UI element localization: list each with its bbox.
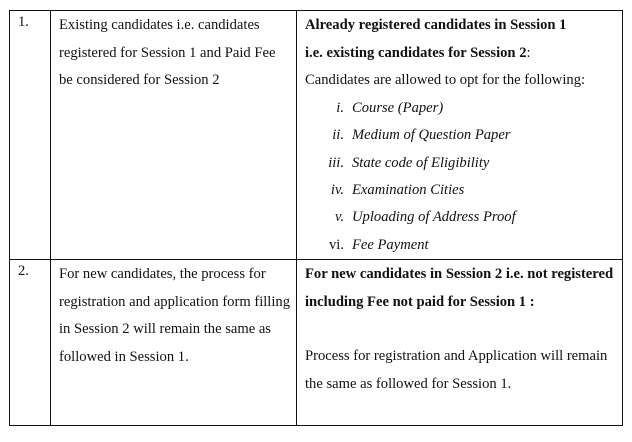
- list-item: [305, 204, 616, 231]
- list-item: [305, 232, 616, 259]
- list-label: Uploading of Address Proof: [352, 209, 516, 226]
- table-row: [10, 260, 623, 426]
- new-candidates-heading: For new candidates in Session 2 i.e. not registered including Fee not paid for Session 1 :: [305, 266, 614, 310]
- row-number: 2.: [10, 260, 51, 426]
- subheading-text: i.e. existing candidates for Session 2: [305, 44, 527, 61]
- list-numeral: ii.: [332, 127, 344, 144]
- list-label: State code of Eligibility: [352, 154, 490, 171]
- existing-candidates-options-cell: [297, 11, 623, 260]
- list-label: Examination Cities: [352, 182, 465, 198]
- list-numeral: v.: [334, 209, 344, 226]
- existing-candidates-heading: Already registered candidates in Session 1: [305, 17, 567, 33]
- list-label: Medium of Question Paper: [352, 127, 511, 144]
- list-label: Fee Payment: [352, 236, 429, 253]
- list-item: [305, 95, 616, 122]
- row-number: 1.: [10, 11, 51, 260]
- list-numeral: iii.: [328, 154, 344, 171]
- list-numeral: i.: [336, 99, 344, 116]
- new-candidates-cell: [297, 260, 623, 426]
- options-intro: Candidates are allowed to opt for the following:: [305, 72, 586, 89]
- new-candidates-body: Process for registration and Application will remain the same as followed for Session 1.: [305, 348, 608, 392]
- subheading-colon: :: [526, 44, 531, 61]
- list-numeral: iv.: [330, 182, 344, 198]
- list-numeral: vi.: [329, 236, 344, 253]
- list-label: Course (Paper): [352, 99, 444, 116]
- list-item: [305, 122, 616, 149]
- list-item: [305, 150, 616, 177]
- existing-candidates-description: Existing candidates i.e. candidates registered for Session 1 and Paid Fee be considered for Session 2: [51, 11, 297, 260]
- list-item: [305, 177, 616, 204]
- spacer: [305, 316, 616, 343]
- existing-candidates-subheading: [305, 40, 616, 68]
- new-candidates-description: For new candidates, the process for registration and application form filling in Session 2 will remain the same as followed in Session 1.: [51, 260, 297, 426]
- session-comparison-table: [9, 10, 623, 426]
- table-row: [10, 11, 623, 260]
